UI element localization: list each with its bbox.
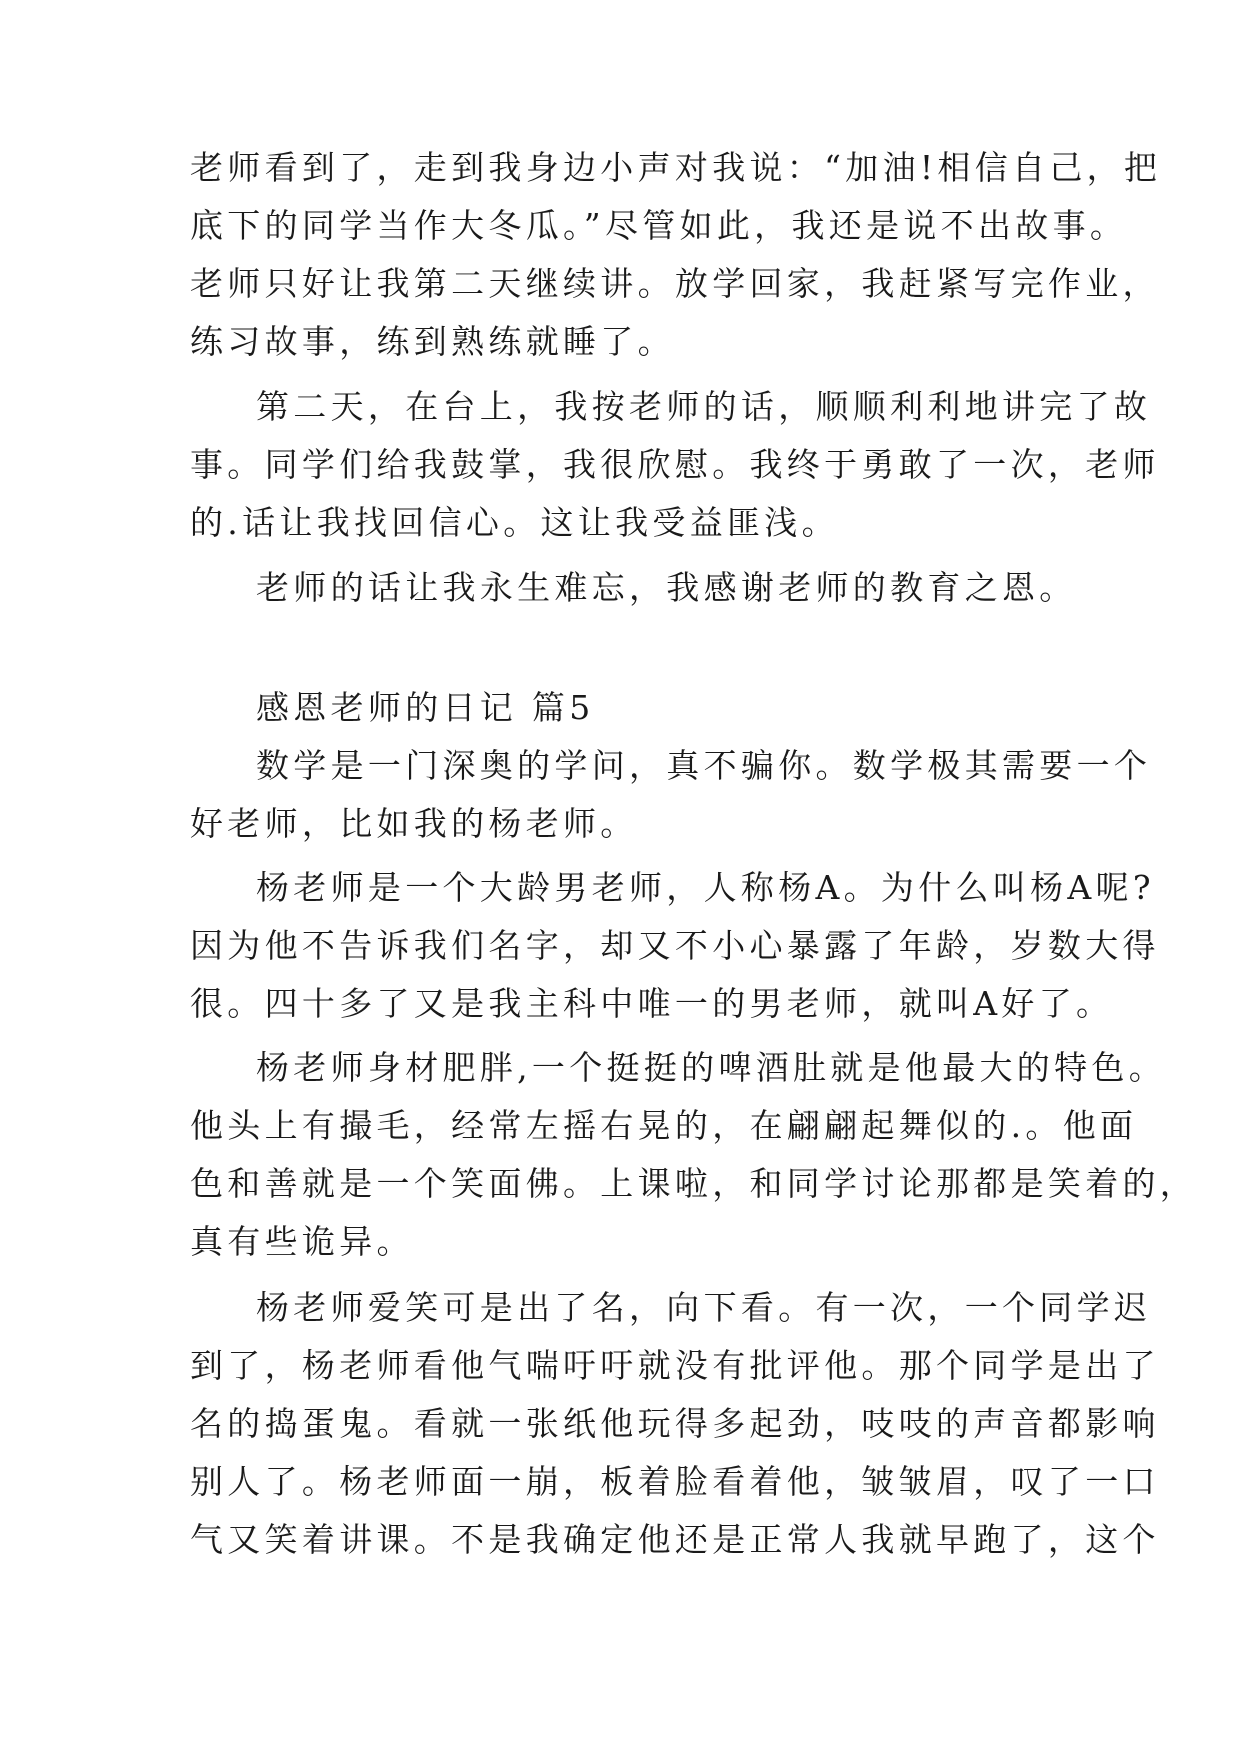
paragraph-3-line-1: 老师的话让我永生难忘，我感谢老师的教育之恩。 <box>256 568 1077 607</box>
paragraph-7-line-2: 到了，杨老师看他气喘吁吁就没有批评他。那个同学是出了 <box>190 1346 1160 1385</box>
paragraph-7-line-3: 名的捣蛋鬼。看就一张纸他玩得多起劲，吱吱的声音都影响 <box>190 1404 1160 1443</box>
paragraph-2-line-2: 事。同学们给我鼓掌，我很欣慰。我终于勇敢了一次，老师 <box>190 445 1160 484</box>
paragraph-7-line-4: 别人了。杨老师面一崩，板着脸看着他，皱皱眉，叹了一口 <box>190 1462 1160 1501</box>
paragraph-1-line-2: 底下的同学当作大冬瓜。”尽管如此，我还是说不出故事。 <box>190 206 1128 245</box>
paragraph-6-line-4: 真有些诡异。 <box>190 1222 414 1261</box>
paragraph-1-line-3: 老师只好让我第二天继续讲。放学回家，我赶紧写完作业， <box>190 264 1160 303</box>
paragraph-6-line-3: 色和善就是一个笑面佛。上课啦，和同学讨论那都是笑着的， <box>190 1164 1198 1203</box>
paragraph-6-line-2: 他头上有撮毛，经常左摇右晃的，在翩翩起舞似的.。他面 <box>190 1106 1138 1145</box>
paragraph-7-line-5: 气又笑着讲课。不是我确定他还是正常人我就早跑了，这个 <box>190 1520 1160 1559</box>
paragraph-5-line-3: 很。四十多了又是我主科中唯一的男老师，就叫A好了。 <box>190 984 1114 1023</box>
paragraph-7-line-1: 杨老师爱笑可是出了名，向下看。有一次，一个同学迟 <box>256 1288 1152 1327</box>
paragraph-5-line-1: 杨老师是一个大龄男老师，人称杨A。为什么叫杨A呢? <box>256 868 1155 907</box>
paragraph-4-line-1: 数学是一门深奥的学问，真不骗你。数学极其需要一个 <box>256 746 1152 785</box>
paragraph-1-line-1: 老师看到了，走到我身边小声对我说：“加油!相信自己，把 <box>190 148 1162 187</box>
paragraph-6-line-1: 杨老师身材肥胖,一个挺挺的啤酒肚就是他最大的特色。 <box>256 1048 1166 1087</box>
paragraph-2-line-3: 的.话让我找回信心。这让我受益匪浅。 <box>190 503 839 542</box>
paragraph-2-line-1: 第二天，在台上，我按老师的话，顺顺利利地讲完了故 <box>256 387 1152 426</box>
section-title: 感恩老师的日记 篇5 <box>256 688 595 727</box>
paragraph-1-line-4: 练习故事，练到熟练就睡了。 <box>190 322 675 361</box>
paragraph-4-line-2: 好老师，比如我的杨老师。 <box>190 804 638 843</box>
paragraph-5-line-2: 因为他不告诉我们名字，却又不小心暴露了年龄，岁数大得 <box>190 926 1160 965</box>
